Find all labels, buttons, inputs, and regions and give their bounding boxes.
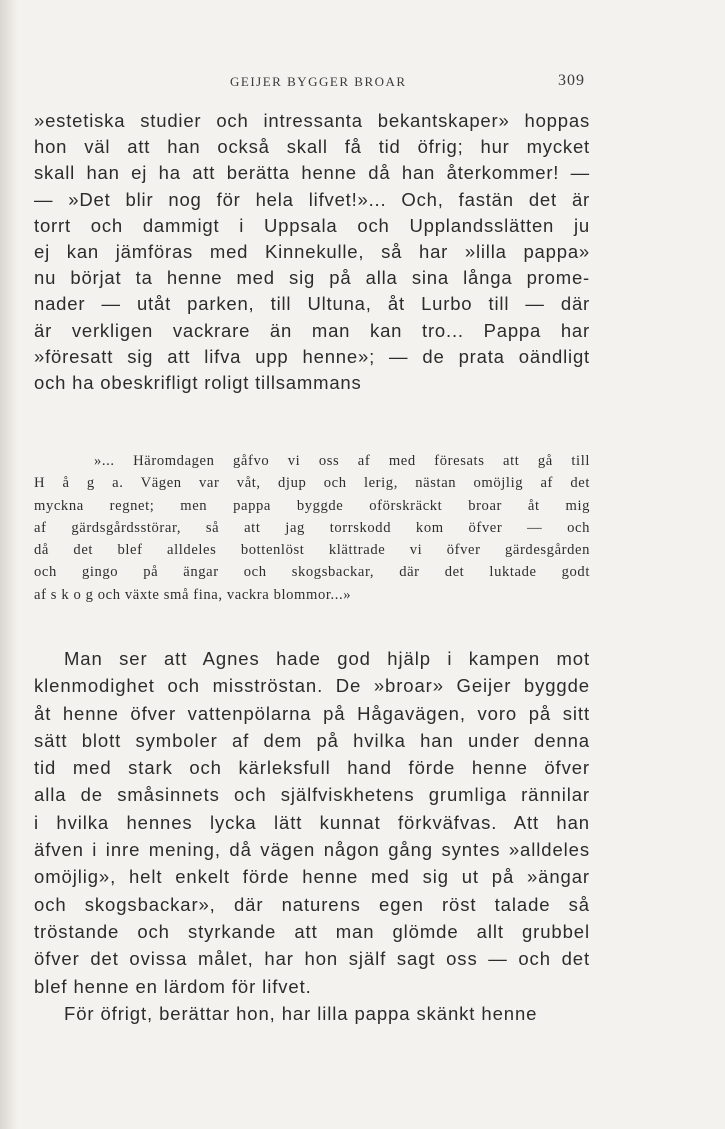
text-line: åt henne öfver vattenpölarna på Hågavägen, voro på sitt [34,702,590,724]
running-title: GEIJER BYGGER BROAR [230,74,407,89]
text-line: skall han ej ha att berätta henne då han återkommer! — [34,162,590,184]
page-number: 309 [558,72,585,89]
text-line: torrt och dammigt i Uppsala och Upplandsslätten ju [34,214,590,236]
running-header [0,74,725,94]
text-line: hon väl att han också skall få tid öfrig; hur mycket [34,136,590,158]
text-line: nader — utåt parken, till Ultuna, åt Lurbo till — där [34,293,590,315]
quote-line: »... Häromdagen gåfvo vi oss af med föresats att gå till [94,453,590,469]
text-line: »estetiska studier och intressanta bekantskaper» hoppas [34,110,590,131]
quote-line: H å g a. Vägen var våt, djup och lerig, nästan omöjlig af det [34,475,590,492]
text-line: ej kan jämföras med Kinnekulle, så har »lilla pappa» [34,241,590,263]
binding-gutter [0,0,18,1129]
text-line: är verkligen vackrare än man kan tro... Pappa har [34,319,590,341]
quote-line: då det blef alldeles bottenlöst klättrade vi öfver gärdesgården [34,542,590,559]
text-line: — »Det blir nog för hela lifvet!»... Och, fastän det är [34,188,590,210]
text-line: tid med stark och kärleksfull hand förde henne öfver [34,757,590,779]
text-line: och ha obeskrifligt roligt tillsammans [34,372,362,394]
text-line: blef henne en lärdom för lifvet. [34,975,312,997]
quote-line: myckna regnet; men pappa byggde oförskräckt broar åt mig [34,497,590,514]
paragraph-2 [34,645,590,1027]
text-line: alla de småsinnets och själfviskhetens grumliga rännilar [34,784,590,806]
text-line: äfven i inre mening, då vägen någon gång syntes »alldeles [34,839,590,861]
text-line: sätt blott symboler af dem på hvilka han under denna [34,729,590,751]
paragraph-3-first-line: För öfrigt, berättar hon, har lilla pappa skänkt henne [64,1002,538,1024]
text-line: och skogsbackar», där naturens egen röst talade så [34,893,590,915]
quote-line: af gärdsgårdsstörar, så att jag torrskodd kom öfver — och [34,519,590,536]
text-line: »föresatt sig att lifva upp henne»; — de prata oändligt [34,345,590,367]
text-line: öfver det ovissa målet, har hon själf sagt oss — och det [34,948,590,970]
text-line: tröstande och styrkande att man glömde allt grubbel [34,920,590,942]
text-line: Man ser att Agnes hade god hjälp i kampen mot [64,648,590,669]
text-line: i hvilka hennes lycka lätt kunnat förkväfvas. Att han [34,811,590,833]
text-line: omöjlig», helt enkelt förde henne med sig ut på »ängar [34,866,590,888]
text-line: klenmodighet och misströstan. De »broar» Geijer byggde [34,675,590,697]
paragraph-1 [34,108,590,396]
text-line: nu börjat ta henne med sig på alla sina långa prome- [34,267,590,289]
quote-line: af s k o g och växte små fina, vackra blommor...» [34,586,352,603]
quote-line: och gingo på ängar och skogsbackar, där det luktade godt [34,564,590,581]
block-quote [34,450,590,606]
